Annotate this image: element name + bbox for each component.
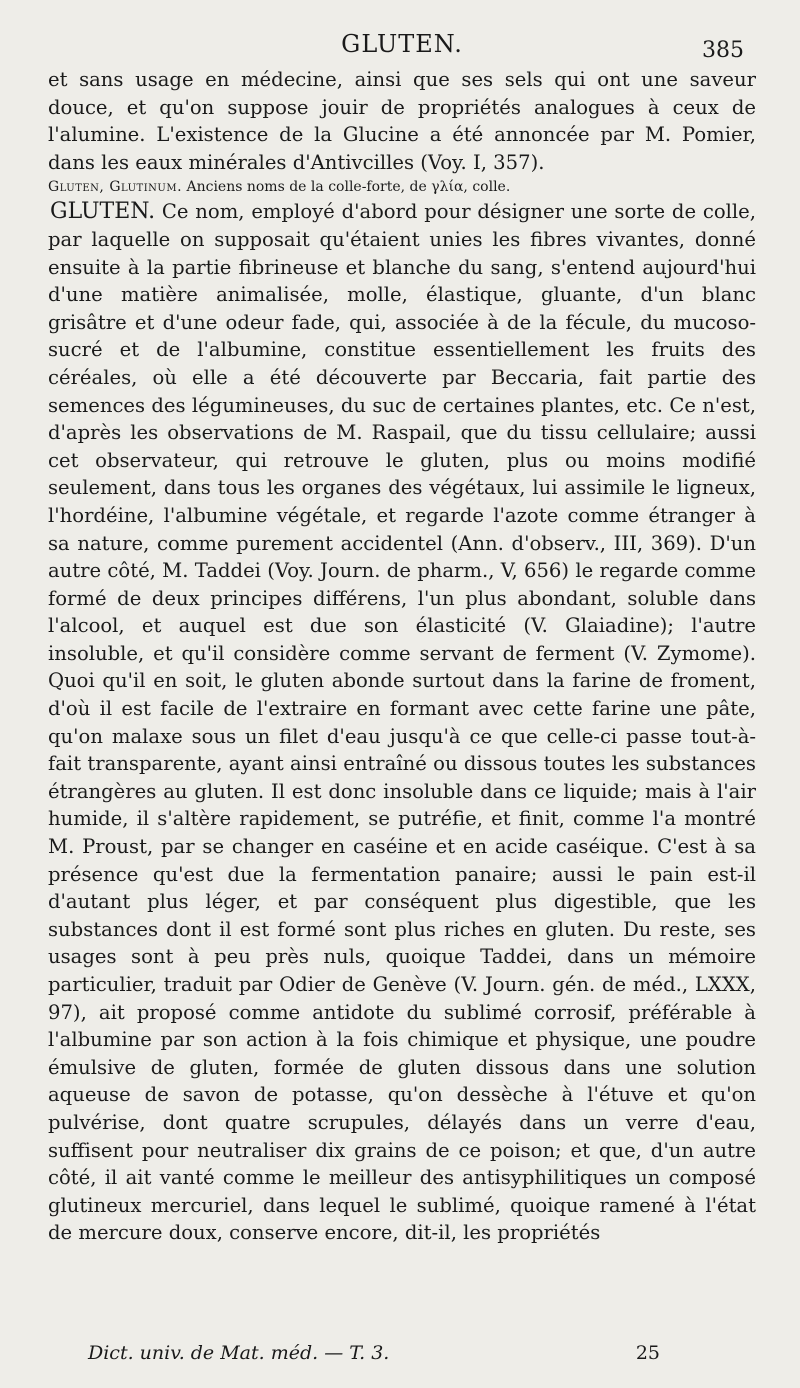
entry-text: Ce nom, employé d'abord pour désigner une sorte de colle, par laquelle on supposait qu'étaient unies les fibres vivantes, donné ensuite à la partie fibrineuse et blanche du sang, s'entend aujourd'hui d'une matière animalisée, molle, élastique, gluante, d'un blanc grisâtre et d'une odeur fade, qui, associée à de la fécule, du mucoso-sucré et de l'albumine, constitue essentiellement les fruits des céréales, où elle a été découverte par Beccaria, fait partie des semences des légumineuses, du suc de certaines plantes, etc. Ce n'est, d'après les observations de M. Raspail, que du tissu cellulaire; aussi cet observateur, qui retrouve le gluten, plus ou moins modifié seulement, dans tous les organes des végétaux, lui assimile le ligneux, l'hordéine, l'albumine végétale, et regarde l'azote comme étranger à sa nature, comme purement accidentel (Ann. d'observ., III, 369). D'un autre côté, M. Taddei (Voy. Journ. de pharm., V, 656) le regarde comme formé de deux principes différens, l'un plus abondant, soluble dans l'alcool, et auquel est due son élasticité (V. Glaiadine); l'autre insoluble, et qu'il considère comme servant de ferment (V. Zymome). Quoi qu'il en soit, le gluten abonde surtout dans la farine de froment, d'où il est facile de l'extraire en formant avec cette farine une pâte, qu'on malaxe sous un filet d'eau jusqu'à ce que celle-ci passe tout-à-fait transparente, ayant ainsi entraîné ou dissous toutes les substances étrangères au gluten. Il est donc insoluble dans ce liquide; mais à l'air humide, il s'altère rapidement, se putréfie, et finit, comme l'a montré M. Proust, par se changer en caséine et en acide caséique. C'est à sa présence qu'est due la fermentation panaire; aussi le pain est-il d'autant plus léger, et par conséquent plus digestible, que les substances dont il est formé sont plus riches en gluten. Du reste, ses usages sont à peu près nuls, quoique Taddei, dans un mémoire particulier, traduit par Odier de Genève (V. Journ. gén. de méd., LXXX, 97), ait proposé comme antidote du sublimé corrosif, préférable à l'albumine par son action à la fois chimique et physique, une poudre émulsive de gluten, formée de gluten dissous dans une solution aqueuse de savon de potasse, qu'on dessèche à l'étuve et qu'on pulvérise, dont quatre scrupules, délayés dans un verre d'eau, suffisent pour neutraliser dix grains de ce poison; et que, d'un autre côté, il ait vanté comme le meilleur des antisyphilitiques un composé glutineux mercuriel, dans lequel le sublimé, quoique ramené à l'état de mercure doux, conserve encore, dit-il, les propriétés bbox=[48, 200, 756, 1245]
continuation-paragraph: et sans usage en médecine, ainsi que ses sels qui ont une saveur douce, et qu'on suppose jouir de propriétés analogues à ceux de l'alumine. L'existence de la Glucine a été annoncée par M. Pomier, dans les eaux minérales d'Antivcilles (Voy. I, 357). bbox=[48, 68, 756, 174]
page-number: 385 bbox=[702, 38, 744, 63]
page-header bbox=[48, 0, 756, 66]
book-title: Dict. univ. de Mat. méd. — T. 3. bbox=[88, 1342, 390, 1364]
entry-headword: GLUTEN. bbox=[50, 199, 156, 225]
entry-gluten-main bbox=[48, 198, 756, 1247]
signature-mark: 25 bbox=[635, 1342, 660, 1364]
entry-headword: Gluten, Glutinum. bbox=[48, 179, 183, 196]
entry-text: Anciens noms de la colle-forte, de γλία, colle. bbox=[186, 179, 511, 196]
body-text bbox=[48, 66, 756, 1247]
entry-gluten-short bbox=[48, 176, 756, 198]
running-title: GLUTEN. bbox=[341, 30, 463, 58]
page-footer bbox=[88, 1342, 660, 1364]
